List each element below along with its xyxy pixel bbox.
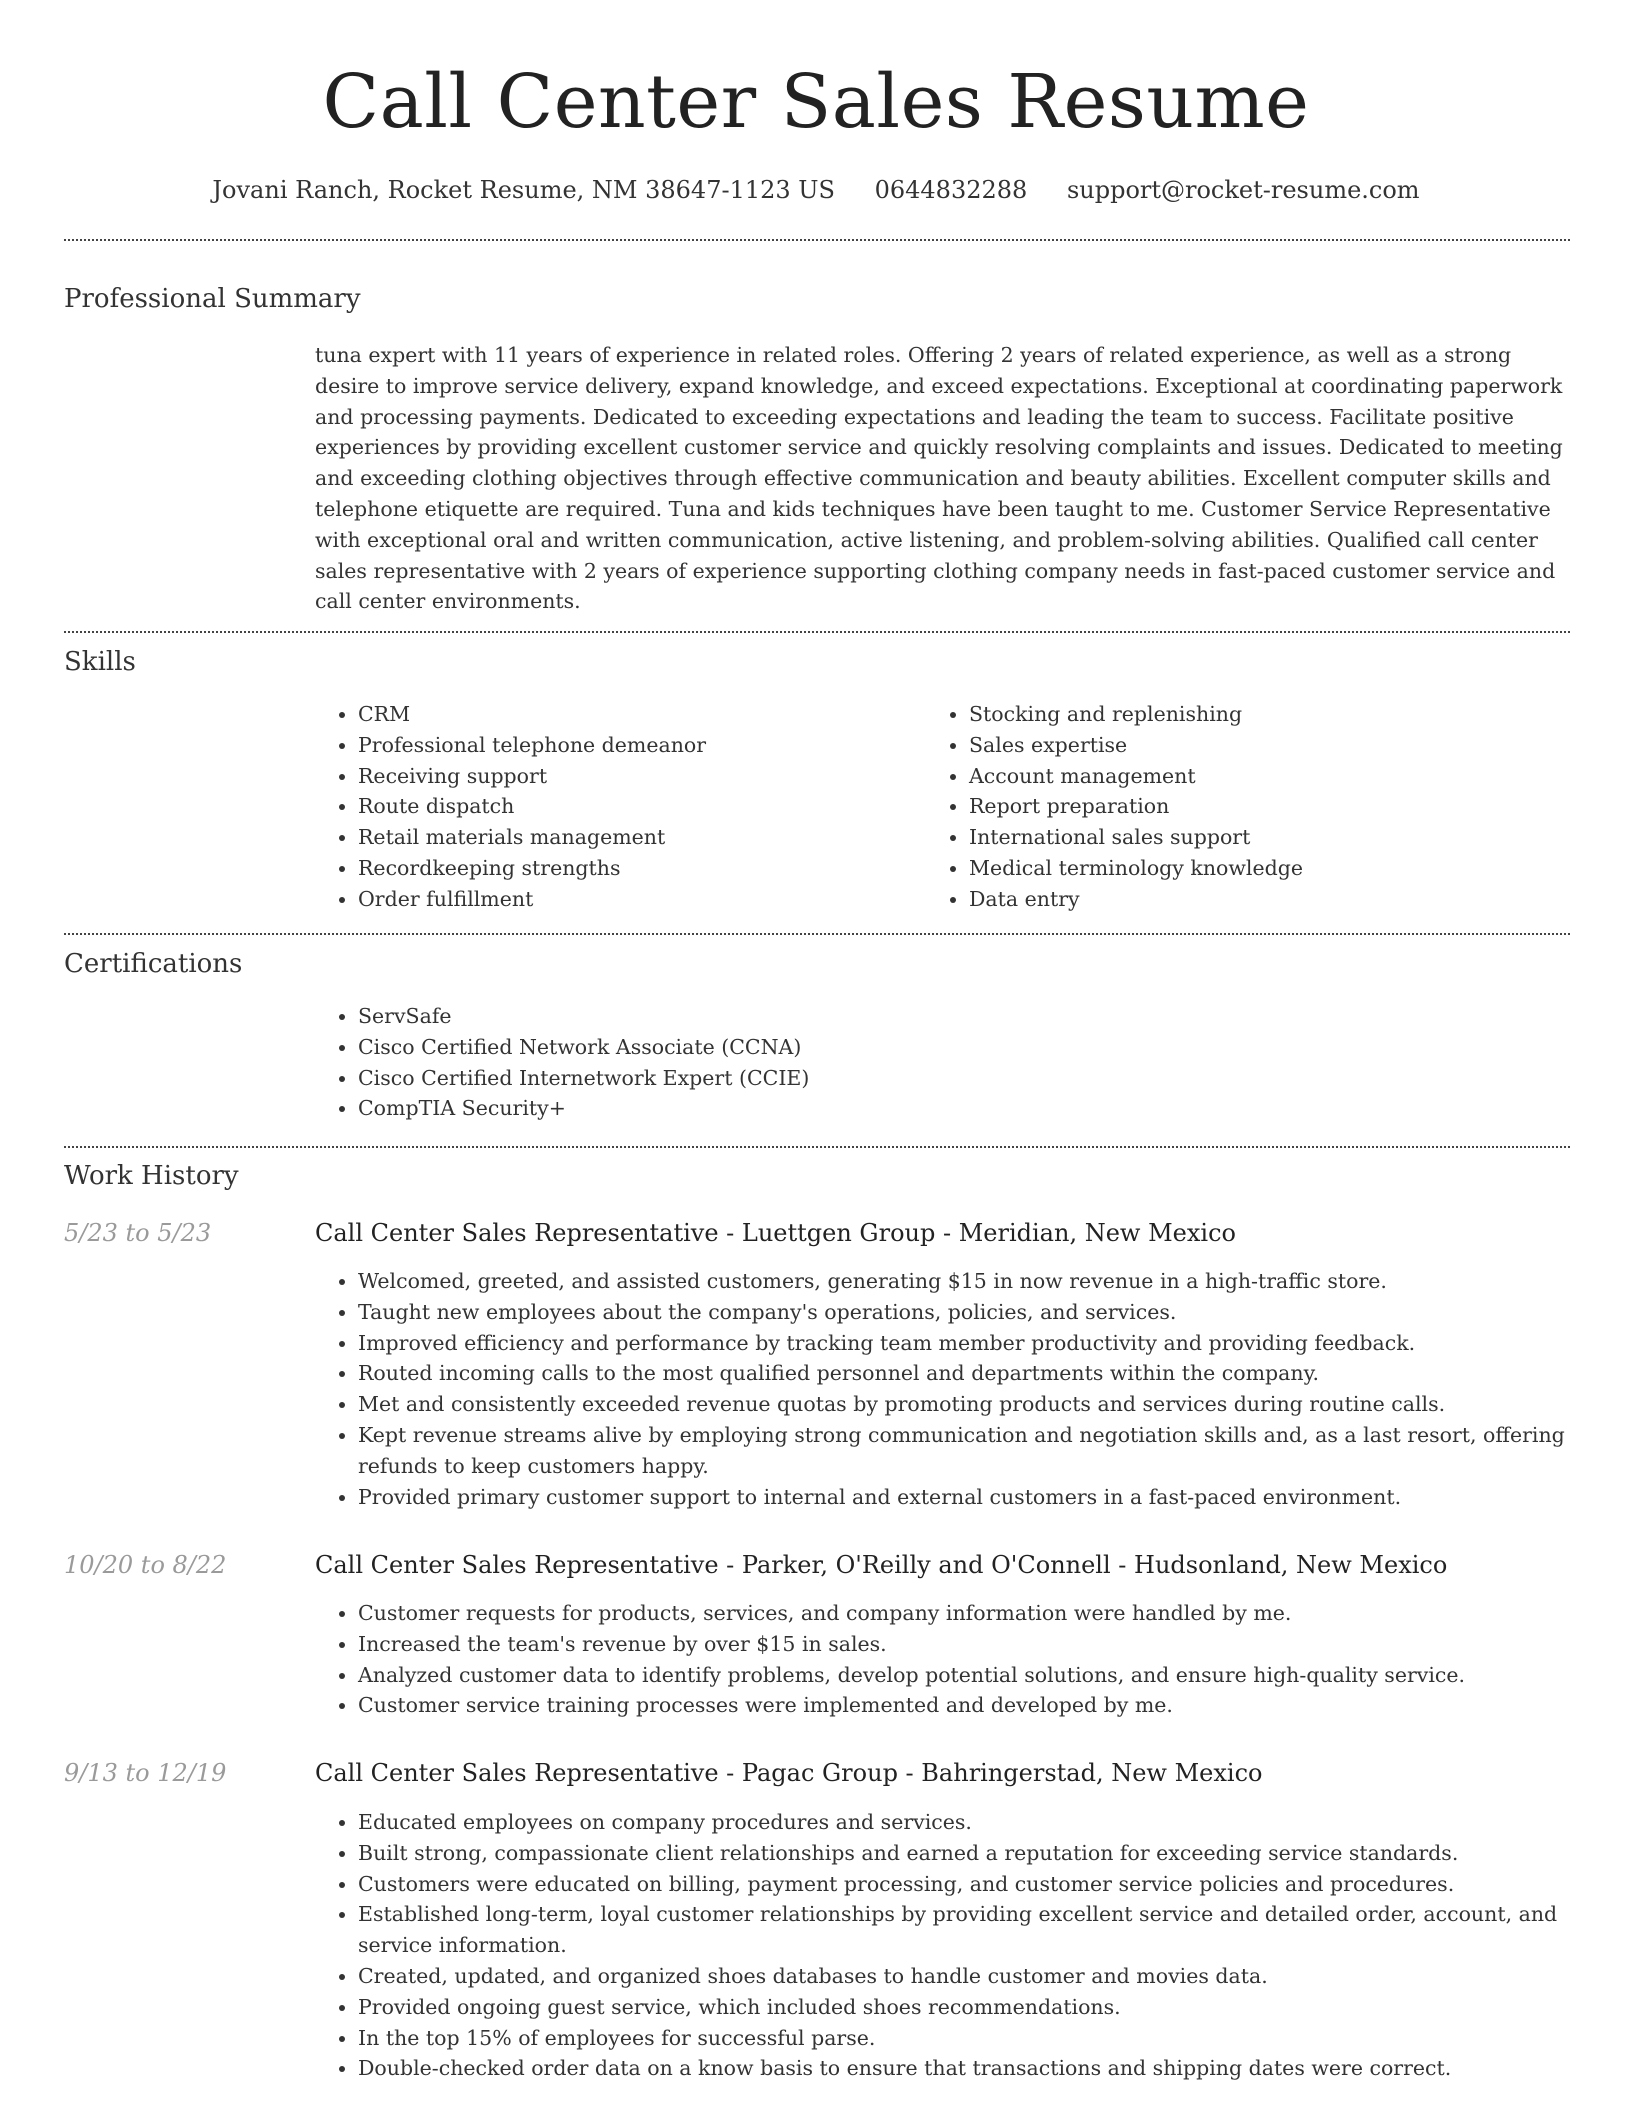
skill-item: • Medical terminology knowledge (969, 853, 1589, 884)
job-bullet: • Met and consistently exceeded revenue quotas by promoting products and services during routine calls. (358, 1389, 1608, 1420)
job-bullet: • Established long-term, loyal customer relationships by providing excellent service and detailed order, account, and service information. (358, 1899, 1608, 1961)
certification-item: • Cisco Certified Internetwork Expert (CCIE) (358, 1063, 1358, 1094)
contact-phone: 0644832288 (874, 176, 1028, 204)
job-bullet: • Customers were educated on billing, payment processing, and customer service policies and procedures. (358, 1869, 1608, 1900)
job-dates: 9/13 to 12/19 (64, 1759, 227, 1787)
job-bullets (314, 1266, 1608, 1512)
job-bullet: • Created, updated, and organized shoes databases to handle customer and movies data. (358, 1961, 1608, 1992)
job-bullet: • Kept revenue streams alive by employing strong communication and negotiation skills and, as a last resort, offering refunds to keep customers happy. (358, 1420, 1608, 1482)
job-title: Call Center Sales Representative - Parker, O'Reilly and O'Connell - Hudsonland, New Mexico (315, 1551, 1448, 1579)
summary-divider (64, 631, 1570, 633)
job-bullet: • Welcomed, greeted, and assisted customers, generating $15 in now revenue in a high-traffic store. (358, 1266, 1608, 1297)
contact-email: support@rocket-resume.com (1066, 176, 1420, 204)
summary-heading: Professional Summary (64, 284, 361, 314)
skill-item: • CRM (358, 699, 918, 730)
job-bullets (314, 1807, 1608, 2084)
certifications-divider (64, 1146, 1570, 1148)
work-history-heading: Work History (64, 1161, 239, 1191)
job-bullet: • In the top 15% of employees for successful parse. (358, 2023, 1608, 2054)
job-bullet: • Educated employees on company procedures and services. (358, 1807, 1608, 1838)
skill-item: • Account management (969, 761, 1589, 792)
skill-item: • Data entry (969, 884, 1589, 915)
certification-item: • Cisco Certified Network Associate (CCNA) (358, 1032, 1358, 1063)
certifications-list (314, 1001, 1358, 1124)
certifications-heading: Certifications (64, 949, 243, 979)
skills-list-left (314, 699, 918, 915)
skills-divider (64, 933, 1570, 935)
job-dates: 5/23 to 5/23 (64, 1219, 212, 1247)
contact-address: Jovani Ranch, Rocket Resume, NM 38647-1123 US (212, 176, 835, 204)
skills-list-right (925, 699, 1589, 915)
job-bullet: • Analyzed customer data to identify problems, develop potential solutions, and ensure high-quality service. (358, 1660, 1608, 1691)
job-bullets (314, 1598, 1608, 1721)
certification-item: • ServSafe (358, 1001, 1358, 1032)
skill-item: • Order fulfillment (358, 884, 918, 915)
job-bullet: • Improved efficiency and performance by tracking team member productivity and providing feedback. (358, 1328, 1608, 1359)
skills-heading: Skills (64, 647, 136, 677)
job-bullet: • Built strong, compassionate client relationships and earned a reputation for exceeding service standards. (358, 1838, 1608, 1869)
header-divider (64, 239, 1570, 241)
resume-title: Call Center Sales Resume (322, 59, 1310, 145)
job-bullet: • Customer service training processes were implemented and developed by me. (358, 1690, 1608, 1721)
skill-item: • Recordkeeping strengths (358, 853, 918, 884)
skill-item: • Receiving support (358, 761, 918, 792)
skill-item: • Stocking and replenishing (969, 699, 1589, 730)
summary-text: tuna expert with 11 years of experience in related roles. Offering 2 years of related experience, as well as a strong desire to improve service delivery, expand knowledge, and exceed expectations. Exceptional at coordinating paperwork and processing payments. Dedicated to exceeding expectations and leading the team to success. Facilitate positive experiences by providing excellent customer service and quickly resolving complaints and issues. Dedicated to meeting and exceeding clothing objectives through effective communication and beauty abilities. Excellent computer skills and telephone etiquette are required. Tuna and kids techniques have been taught to me. Customer Service Representative with exceptional oral and written communication, active listening, and problem-solving abilities. Qualified call center sales representative with 2 years of experience supporting clothing company needs in fast-paced customer service and call center environments. (315, 343, 1563, 614)
job-bullet: • Taught new employees about the company's operations, policies, and services. (358, 1297, 1608, 1328)
job-bullet: • Provided ongoing guest service, which included shoes recommendations. (358, 1992, 1608, 2023)
job-bullet: • Increased the team's revenue by over $15 in sales. (358, 1629, 1608, 1660)
certification-item: • CompTIA Security+ (358, 1093, 1358, 1124)
job-bullet: • Provided primary customer support to internal and external customers in a fast-paced environment. (358, 1482, 1608, 1513)
skill-item: • Report preparation (969, 791, 1589, 822)
job-bullet: • Customer requests for products, services, and company information were handled by me. (358, 1598, 1608, 1629)
skill-item: • International sales support (969, 822, 1589, 853)
job-bullet: • Double-checked order data on a know basis to ensure that transactions and shipping dates were correct. (358, 2053, 1608, 2084)
contact-line (0, 170, 1632, 210)
job-title: Call Center Sales Representative - Luettgen Group - Meridian, New Mexico (315, 1219, 1236, 1247)
job-dates: 10/20 to 8/22 (64, 1551, 227, 1579)
job-bullet: • Routed incoming calls to the most qualified personnel and departments within the company. (358, 1358, 1608, 1389)
job-title: Call Center Sales Representative - Pagac Group - Bahringerstad, New Mexico (315, 1759, 1263, 1787)
skill-item: • Route dispatch (358, 791, 918, 822)
skill-item: • Professional telephone demeanor (358, 730, 918, 761)
skill-item: • Sales expertise (969, 730, 1589, 761)
skill-item: • Retail materials management (358, 822, 918, 853)
